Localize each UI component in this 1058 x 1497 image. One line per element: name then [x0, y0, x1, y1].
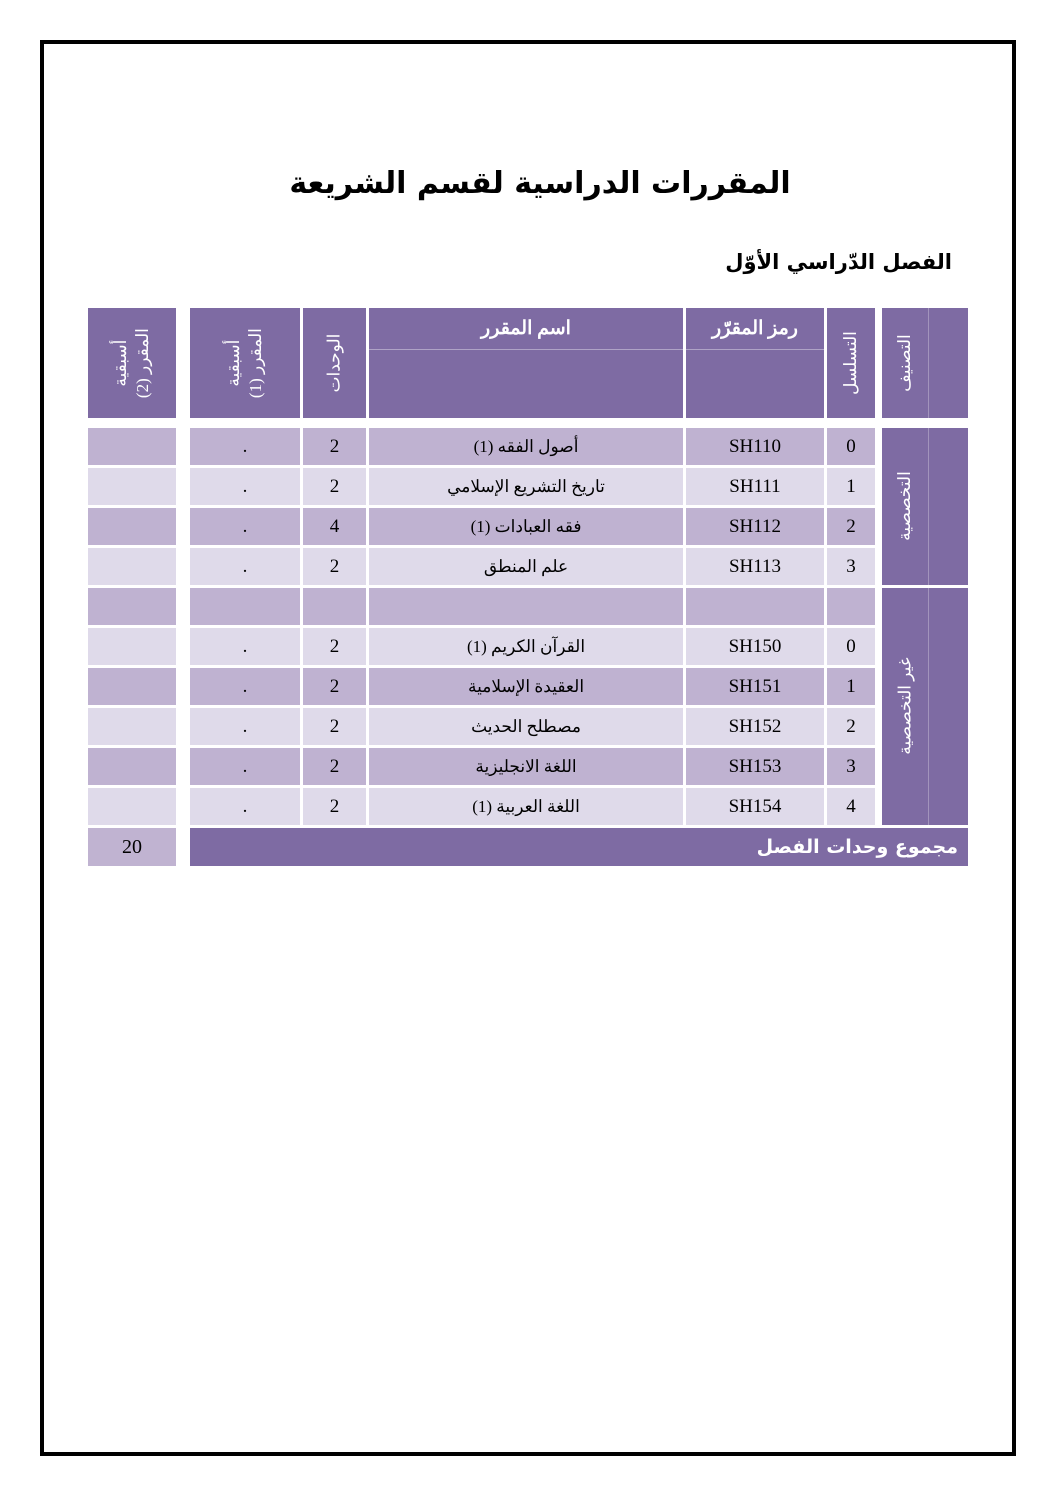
footer-total-bar — [190, 828, 968, 866]
cell-prereq1: . — [190, 428, 300, 465]
cell-prereq2 — [88, 508, 176, 545]
cell-units: 2 — [303, 428, 366, 465]
cell-serial: 1 — [827, 668, 875, 705]
cell-prereq2 — [88, 468, 176, 505]
classification-group-nonspecialized-zone — [882, 588, 928, 825]
separator-cell — [686, 588, 824, 625]
column-header-classification-text: التصنيف — [895, 334, 915, 392]
column-header-units — [303, 308, 366, 418]
column-header-classification — [882, 308, 968, 418]
cell-course-code: SH151 — [686, 668, 824, 705]
cell-course-code: SH113 — [686, 548, 824, 585]
prereq1-word1: أسبقية — [223, 339, 243, 387]
cell-serial: 3 — [827, 748, 875, 785]
separator-cell — [827, 588, 875, 625]
cell-course-name: العقيدة الإسلامية — [369, 668, 683, 705]
prereq2-word1: أسبقية — [110, 339, 130, 387]
cell-course-name: تاريخ التشريع الإسلامي — [369, 468, 683, 505]
column-header-course-name-text: اسم المقرر — [481, 318, 571, 339]
cell-prereq1: . — [190, 668, 300, 705]
cell-course-name: فقه العبادات (1) — [369, 508, 683, 545]
column-header-course-code-text: رمز المقرّر — [712, 318, 798, 339]
cell-serial: 0 — [827, 628, 875, 665]
column-header-prereq1 — [190, 308, 300, 418]
column-header-classification-zone — [882, 308, 928, 418]
cell-serial: 2 — [827, 508, 875, 545]
cell-prereq1: . — [190, 548, 300, 585]
cell-prereq1: . — [190, 468, 300, 505]
cell-units: 2 — [303, 748, 366, 785]
cell-serial: 4 — [827, 788, 875, 825]
page-title: المقررات الدراسية لقسم الشريعة — [289, 166, 791, 201]
separator-cell — [303, 588, 366, 625]
cell-prereq1: . — [190, 788, 300, 825]
cell-course-code: SH110 — [686, 428, 824, 465]
separator-cell — [369, 588, 683, 625]
cell-prereq2 — [88, 748, 176, 785]
cell-prereq2 — [88, 628, 176, 665]
footer-total-label: مجموع وحدات الفصل — [756, 836, 958, 858]
cell-prereq1: . — [190, 708, 300, 745]
cell-prereq2 — [88, 708, 176, 745]
separator-cell — [88, 588, 176, 625]
cell-course-code: SH112 — [686, 508, 824, 545]
cell-prereq2 — [88, 428, 176, 465]
cell-serial: 3 — [827, 548, 875, 585]
course-table — [88, 308, 968, 866]
semester-heading: الفصل الدّراسي الأوّل — [725, 250, 952, 274]
classification-group-specialized-zone — [882, 428, 928, 585]
cell-serial: 2 — [827, 708, 875, 745]
prereq1-word2: المقرر (1) — [245, 327, 265, 399]
cell-course-code: SH154 — [686, 788, 824, 825]
classification-group-specialized-text: التخصصية — [895, 471, 915, 542]
cell-units: 2 — [303, 548, 366, 585]
cell-course-name: مصطلح الحديث — [369, 708, 683, 745]
cell-course-code: SH152 — [686, 708, 824, 745]
column-header-prereq1-text — [223, 328, 267, 398]
cell-prereq1: . — [190, 628, 300, 665]
column-header-course-name — [369, 308, 683, 418]
cell-prereq2 — [88, 548, 176, 585]
classification-group-specialized — [882, 428, 968, 585]
cell-units: 4 — [303, 508, 366, 545]
cell-course-code: SH111 — [686, 468, 824, 505]
cell-units: 2 — [303, 708, 366, 745]
separator-cell — [190, 588, 300, 625]
cell-course-name: أصول الفقه (1) — [369, 428, 683, 465]
cell-units: 2 — [303, 788, 366, 825]
prereq2-word2: المقرر (2) — [132, 327, 152, 399]
footer-total-value: 20 — [88, 828, 176, 866]
column-header-prereq2 — [88, 308, 176, 418]
cell-units: 2 — [303, 628, 366, 665]
cell-serial: 1 — [827, 468, 875, 505]
cell-course-name: اللغة الانجليزية — [369, 748, 683, 785]
cell-course-code: SH153 — [686, 748, 824, 785]
column-header-prereq2-text — [110, 328, 154, 398]
cell-course-code: SH150 — [686, 628, 824, 665]
cell-prereq1: . — [190, 748, 300, 785]
cell-prereq2 — [88, 788, 176, 825]
cell-serial: 0 — [827, 428, 875, 465]
cell-course-name: اللغة العربية (1) — [369, 788, 683, 825]
cell-units: 2 — [303, 668, 366, 705]
cell-course-name: علم المنطق — [369, 548, 683, 585]
cell-prereq1: . — [190, 508, 300, 545]
cell-prereq2 — [88, 668, 176, 705]
cell-course-name: القرآن الكريم (1) — [369, 628, 683, 665]
cell-units: 2 — [303, 468, 366, 505]
column-header-units-text: الوحدات — [324, 333, 344, 393]
classification-group-nonspecialized — [882, 588, 968, 825]
column-header-course-code — [686, 308, 824, 418]
column-header-serial — [827, 308, 875, 418]
classification-group-nonspecialized-text: غير التخصصية — [895, 657, 915, 756]
column-header-serial-text: التسلسل — [840, 331, 860, 395]
